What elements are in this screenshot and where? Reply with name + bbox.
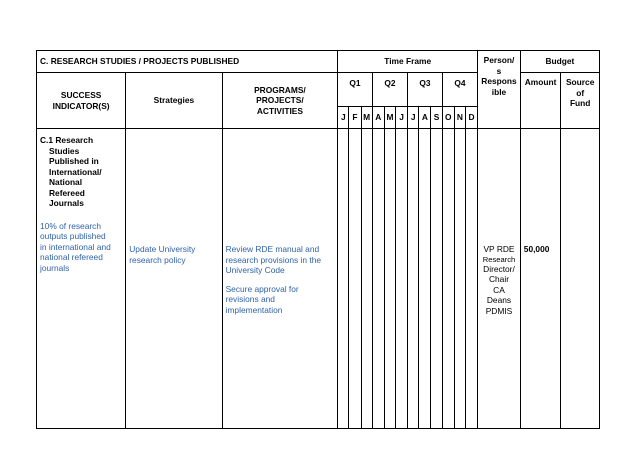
month-oct: O — [442, 107, 454, 129]
responsible-line-6: Deans — [486, 295, 512, 306]
activity-2 — [223, 284, 338, 316]
timeline-cell — [396, 129, 408, 429]
month-jun: J — [396, 107, 408, 129]
responsible-line-5: CA — [493, 284, 505, 295]
activity-2-line-2: revisions and — [225, 294, 275, 304]
section-title: C. RESEARCH STUDIES / PROJECTS PUBLISHED — [37, 51, 338, 73]
amount-value: 50,000 — [523, 244, 550, 254]
programs-line-3: ACTIVITIES — [256, 105, 303, 116]
responsible-text — [478, 244, 520, 316]
month-aug: A — [419, 107, 431, 129]
responsible-line-4: Chair — [488, 274, 509, 285]
month-sep: S — [431, 107, 442, 129]
success-indicator-header — [37, 73, 126, 129]
amount-cell — [520, 129, 561, 429]
indicator-line-3: in international and — [40, 241, 111, 252]
header-row-1 — [37, 51, 600, 73]
timeline-cell — [384, 129, 395, 429]
timeline-cell — [408, 129, 419, 429]
month-nov: N — [454, 107, 465, 129]
responsible-cell — [478, 129, 521, 429]
month-apr: A — [372, 107, 384, 129]
month-jan: J — [338, 107, 349, 129]
source-line-3: Fund — [569, 98, 591, 108]
success-line-1: SUCCESS — [60, 90, 102, 100]
table-row — [37, 129, 600, 429]
source-line-1: Source — [565, 77, 595, 87]
indicator-line-1: 10% of research — [40, 220, 101, 231]
category-line-2: Studies — [49, 145, 80, 156]
activities-cell — [222, 129, 338, 429]
indicator-text — [37, 221, 125, 274]
activity-2-line-3: implementation — [225, 304, 283, 315]
indicator-line-5: journals — [40, 262, 70, 273]
person-responsible-header — [478, 51, 521, 129]
category-label — [37, 129, 125, 209]
quarter-q2: Q2 — [372, 73, 407, 107]
strategy-cell — [126, 129, 222, 429]
category-line-1: C.1 Research — [40, 135, 94, 145]
activity-2-line-1: Secure approval for — [225, 283, 299, 294]
quarter-q4: Q4 — [442, 73, 478, 107]
source-of-fund-header — [561, 73, 600, 129]
quarter-q3: Q3 — [408, 73, 442, 107]
indicator-line-2: outputs published — [40, 231, 106, 241]
month-mar: M — [361, 107, 372, 129]
responsible-line-7: PDMIS — [485, 305, 513, 316]
timeline-cell — [361, 129, 372, 429]
success-line-2: INDICATOR(S) — [52, 100, 110, 111]
person-line-2: s — [496, 65, 502, 76]
strategy-line-2: research policy — [129, 254, 186, 265]
category-line-3: Published in — [49, 156, 99, 166]
source-line-2: of — [576, 87, 585, 98]
timeline-cell — [465, 129, 477, 429]
source-cell — [561, 129, 600, 429]
research-plan-table — [36, 50, 600, 429]
activity-1 — [223, 244, 338, 276]
person-line-1: Person/ — [483, 55, 515, 65]
responsible-line-2: Research — [482, 254, 516, 264]
person-line-3: Respons — [481, 76, 517, 86]
timeline-cell — [442, 129, 454, 429]
time-frame-header: Time Frame — [338, 51, 478, 73]
category-line-4: International/ — [49, 166, 102, 177]
strategy-text — [126, 244, 221, 265]
responsible-line-3: Director/ — [483, 263, 515, 274]
person-line-4: ible — [491, 86, 507, 97]
timeline-cell — [431, 129, 442, 429]
month-jul: J — [408, 107, 419, 129]
programs-line-1: PROGRAMS/ — [254, 84, 306, 95]
activity-1-line-3: University Code — [225, 265, 285, 275]
indicator-line-4: national refereed — [40, 252, 103, 262]
month-feb: F — [349, 107, 361, 129]
timeline-cell — [372, 129, 384, 429]
timeline-cell — [349, 129, 361, 429]
quarter-q1: Q1 — [338, 73, 372, 107]
activity-1-line-1: Review RDE manual and — [225, 244, 320, 254]
programs-header — [222, 73, 338, 129]
responsible-line-1: VP RDE — [483, 244, 515, 254]
category-line-5: National — [49, 177, 83, 187]
category-line-7: Journals — [49, 198, 84, 208]
month-dec: D — [465, 107, 477, 129]
month-may: M — [384, 107, 395, 129]
activity-1-line-2: research provisions in the — [225, 254, 322, 265]
timeline-cell — [419, 129, 431, 429]
category-line-6: Refereed — [49, 187, 85, 198]
timeline-cell — [454, 129, 465, 429]
indicator-cell — [37, 129, 126, 429]
programs-line-2: PROJECTS/ — [256, 95, 304, 106]
timeline-cell — [338, 129, 349, 429]
amount-header: Amount — [520, 73, 561, 129]
strategy-line-1: Update University — [129, 244, 196, 254]
budget-header: Budget — [520, 51, 599, 73]
strategies-header: Strategies — [126, 73, 222, 129]
